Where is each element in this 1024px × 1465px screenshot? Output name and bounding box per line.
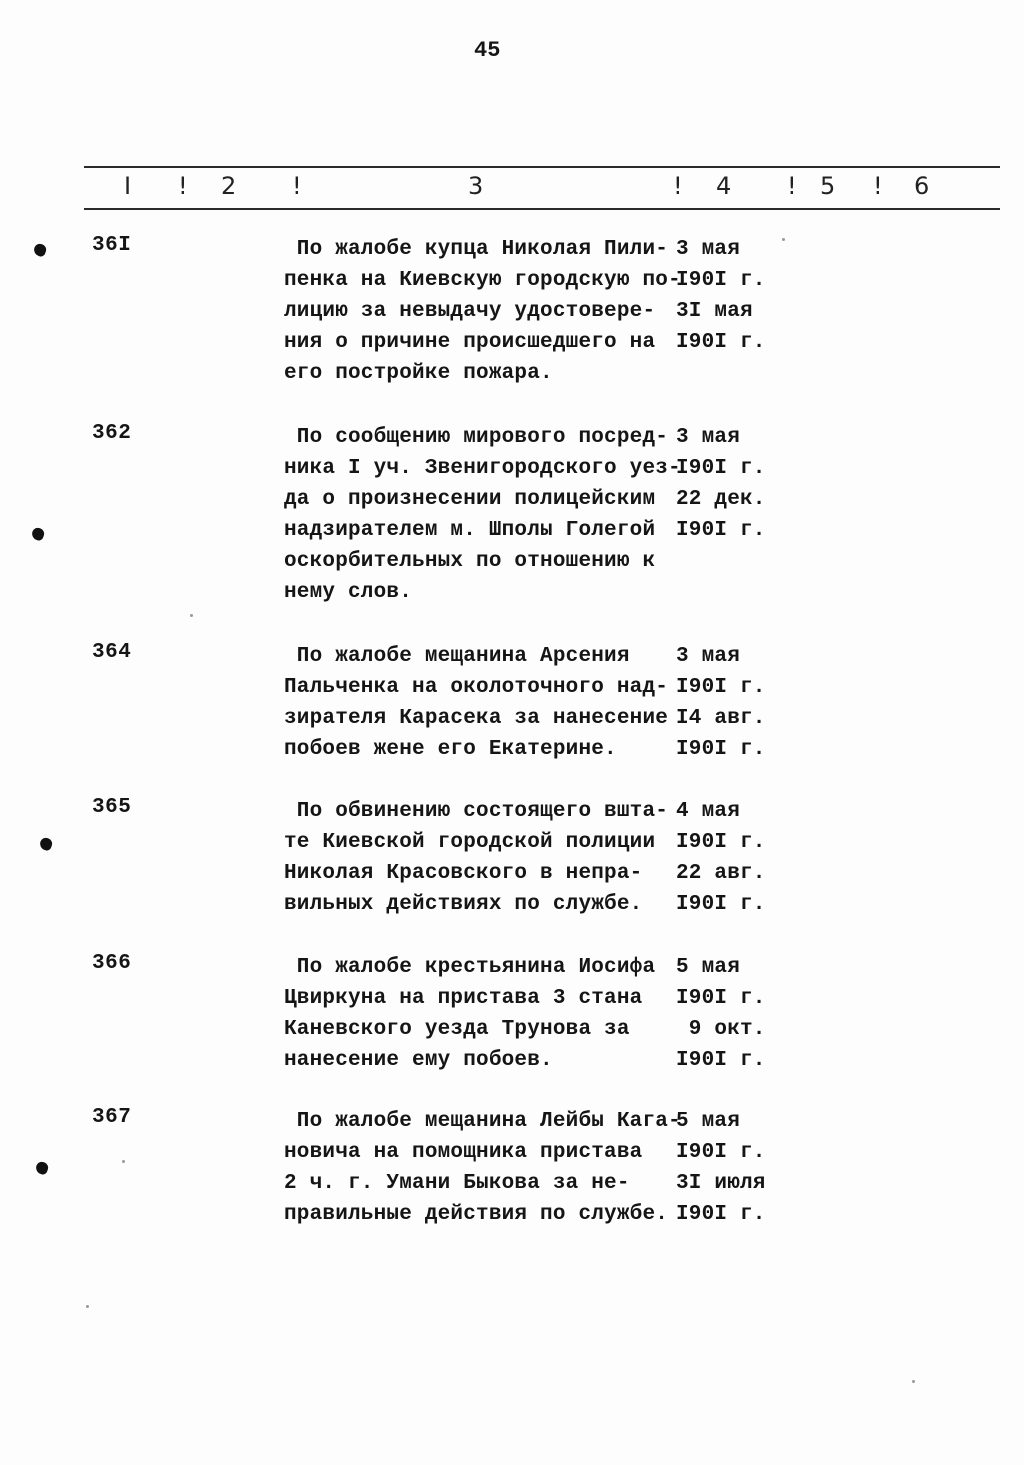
scan-speck [912,1380,915,1383]
description-line: ника I уч. Звенигородского уез- [284,457,681,480]
date-line: 3 мая [676,238,741,261]
description-line: лицию за невыдачу удостовере- [284,300,656,323]
description-line: Николая Красовского в непра- [284,862,643,885]
date-line: 4 мая [676,800,741,823]
date-line: I90I г. [676,331,766,354]
entry-number: 364 [92,641,132,664]
date-line: 5 мая [676,956,741,979]
header-col-1: I [124,172,132,200]
header-col-4: 4 [716,172,732,200]
date-line: 22 дек. [676,488,766,511]
date-line: I90I г. [676,831,766,854]
entry-number: 362 [92,422,132,445]
description-line: По жалобе мещанина Лейбы Кага- [284,1110,681,1133]
date-line: I4 авг. [676,707,766,730]
description-line: По жалобе крестьянина Иосифа [284,956,656,979]
description-line: вильных действиях по службе. [284,893,643,916]
scan-speck [782,238,785,241]
entry-number: 367 [92,1106,132,1129]
description-line: ния о причине происшедшего на [284,331,656,354]
header-separator: ! [873,172,883,200]
description-line: правильные действия по службе. [284,1203,669,1226]
binding-hole-mark [38,836,53,851]
description-line: те Киевской городской полиции [284,831,656,854]
entry-description [284,796,676,920]
entry-dates [676,234,786,358]
date-line: 3I мая [676,300,753,323]
description-line: пенка на Киевскую городскую по- [284,269,681,292]
date-line: 3I июля [676,1172,766,1195]
date-line: I90I г. [676,1141,766,1164]
date-line: 5 мая [676,1110,741,1133]
header-separator: ! [292,172,302,200]
description-line: его постройке пожара. [284,362,553,385]
entry-number: 366 [92,952,132,975]
scan-speck [86,1305,89,1308]
scan-speck [122,1160,125,1163]
description-line: По жалобе мещанина Арсения [284,645,630,668]
date-line: I90I г. [676,1203,766,1226]
entry-dates [676,422,786,546]
description-line: По жалобе купца Николая Пили- [284,238,669,261]
header-separator: ! [673,172,683,200]
header-col-5: 5 [820,172,836,200]
date-line: 3 мая [676,426,741,449]
date-line: 3 мая [676,645,741,668]
description-line: нанесение ему побоев. [284,1049,553,1072]
header-col-6: 6 [914,172,930,200]
header-separator: ! [178,172,188,200]
description-line: По сообщению мирового посред- [284,426,669,449]
entry-dates [676,641,786,765]
header-col-3: 3 [468,172,484,200]
binding-hole-mark [30,526,45,541]
date-line: 22 авг. [676,862,766,885]
header-top-rule [84,166,1000,168]
entry-description [284,1106,681,1230]
entry-number: 36I [92,234,132,257]
description-line: По обвинению состоящего вшта- [284,800,669,823]
description-line: 2 ч. г. Умани Быкова за не- [284,1172,630,1195]
description-line: Каневского уезда Трунова за [284,1018,630,1041]
date-line: I90I г. [676,987,766,1010]
date-line: I90I г. [676,676,766,699]
date-line: 9 окт. [676,1018,766,1041]
date-line: I90I г. [676,519,766,542]
header-separator: ! [787,172,797,200]
page-number: 45 [474,38,501,63]
date-line: I90I г. [676,269,766,292]
entry-description [284,952,676,1076]
description-line: побоев жене его Екатерине. [284,738,617,761]
description-line: да о произнесении полицейским [284,488,656,511]
entry-dates [676,952,786,1076]
binding-hole-mark [34,1160,49,1175]
entry-description [284,422,681,608]
description-line: надзирателем м. Шполы Голегой [284,519,656,542]
entry-description [284,641,676,765]
description-line: Пальченка на околоточного над- [284,676,669,699]
description-line: оскорбительных по отношению к [284,550,656,573]
entry-dates [676,796,786,920]
description-line: зирателя Карасека за нанесение [284,707,669,730]
entry-description [284,234,681,389]
date-line: I90I г. [676,1049,766,1072]
date-line: I90I г. [676,457,766,480]
binding-hole-mark [32,242,47,257]
scan-speck [190,614,193,617]
header-bottom-rule [84,208,1000,210]
description-line: нему слов. [284,581,413,604]
date-line: I90I г. [676,738,766,761]
date-line: I90I г. [676,893,766,916]
entry-dates [676,1106,786,1230]
header-col-2: 2 [221,172,237,200]
description-line: новича на помощника пристава [284,1141,643,1164]
description-line: Цвиркуна на пристава 3 стана [284,987,643,1010]
entry-number: 365 [92,796,132,819]
